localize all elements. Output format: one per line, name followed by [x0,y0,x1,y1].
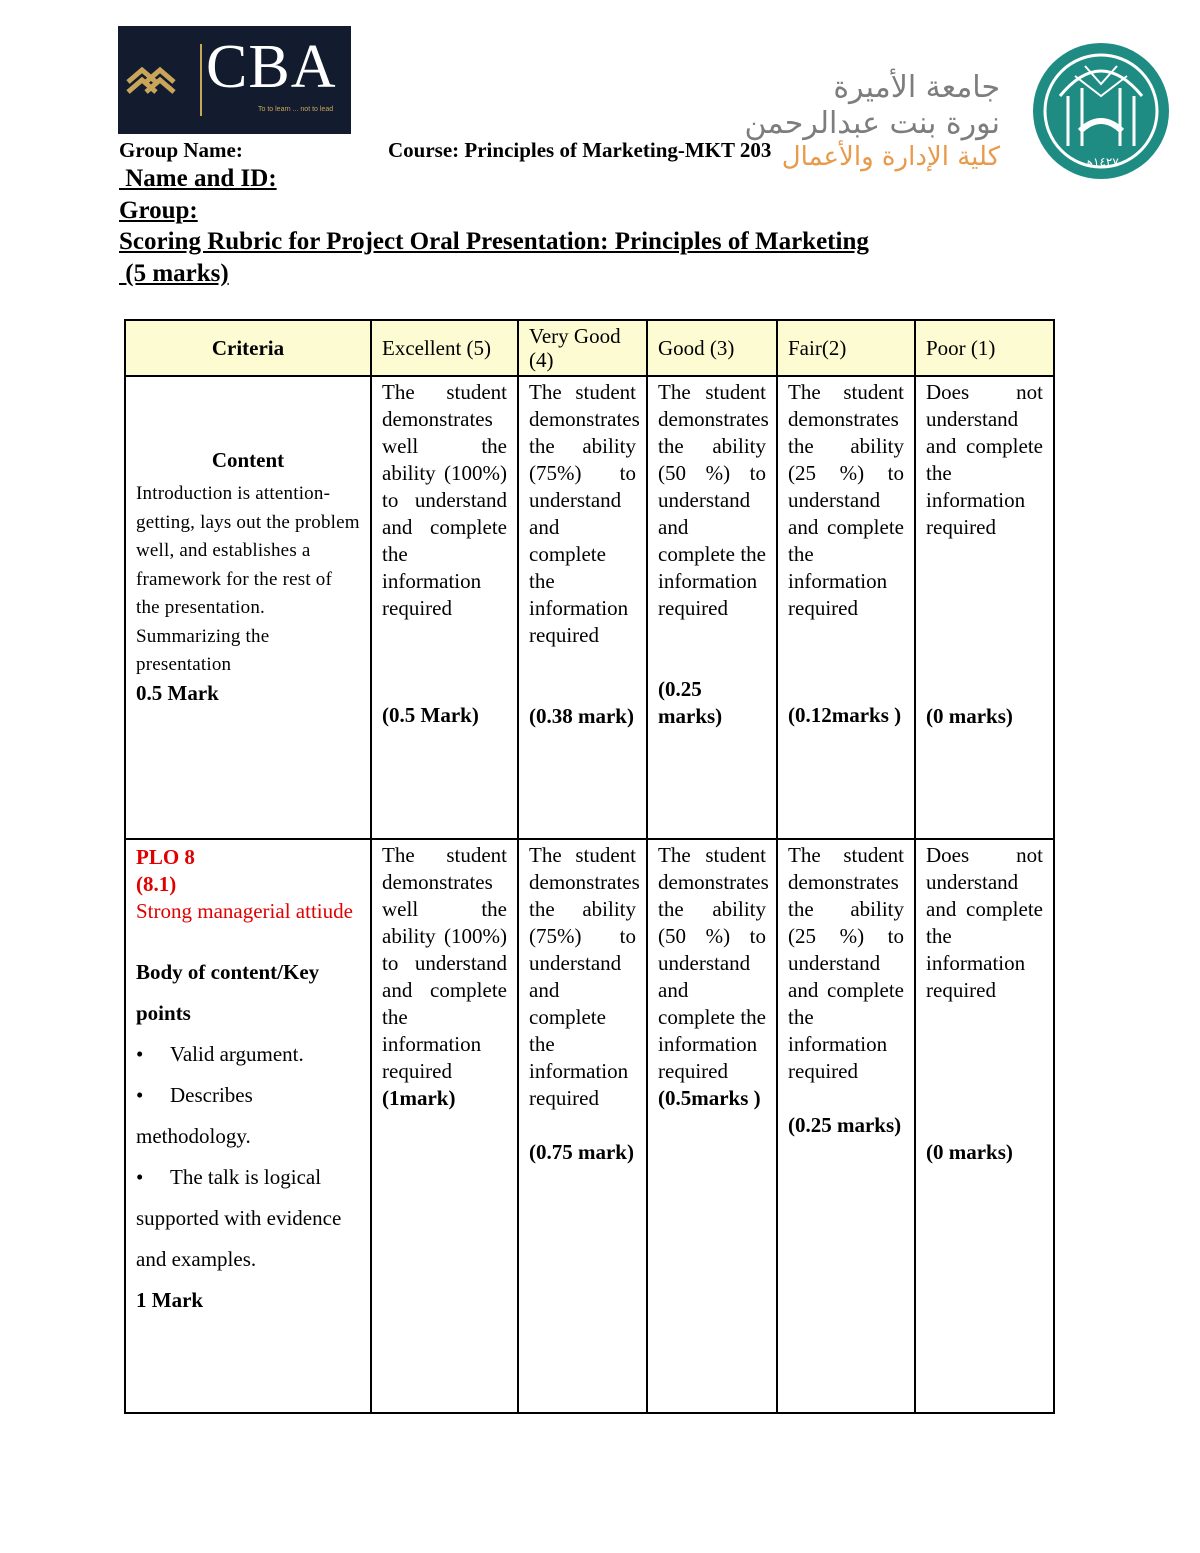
criteria-cell-content [125,376,371,839]
criteria-mark: 0.5 Mark [136,680,219,705]
seal-year: ١٤٢٧هـ [1083,155,1119,169]
total-marks: (5 marks) [119,260,229,287]
poor-mark: (0 marks) [926,1140,1013,1164]
university-name-line2: نورة بنت عبدالرحمن [744,106,1000,141]
criteria-bullet-list [136,1034,360,1280]
excellent-cell [371,839,518,1413]
very-good-mark: (0.38 mark) [529,704,634,728]
table-row [125,839,1054,1413]
course-label: Course: Principles of Marketing-MKT 203 [388,138,772,162]
plo-description: Strong managerial attiude [136,899,353,923]
name-id-label: Name and ID: [119,165,277,192]
good-description: The student demonstrates the ability (50 %) to understand and complete the information required [658,843,769,1083]
poor-mark: (0 marks) [926,704,1013,728]
fair-description: The student demonstrates the ability (25 %) to understand and complete the information required [788,843,904,1083]
criteria-title: Body of content/Key points [136,960,320,1025]
fair-cell [777,839,915,1413]
good-mark: (0.5marks ) [658,1086,761,1110]
fair-mark: (0.12marks ) [788,703,902,727]
poor-cell [915,376,1054,839]
poor-description: Does not understand and complete the information required [926,843,1043,1002]
criteria-mark: 1 Mark [136,1288,204,1312]
column-header-fair: Fair(2) [777,320,915,376]
list-item: • The talk is logical supported with evidence and examples. [136,1165,342,1271]
university-seal-icon [1030,36,1172,186]
table-header-row [125,320,1054,376]
very-good-description: The student demonstrates the ability (75%) to understand and complete the information required [529,380,640,647]
very-good-cell [518,839,647,1413]
good-mark: (0.25 marks) [658,677,723,728]
excellent-mark: (0.5 Mark) [382,703,479,727]
fair-cell [777,376,915,839]
criteria-description: Introduction is attention-getting, lays out the problem well, and establishes a framework for the rest of the presentation. Summarizing the presentation [136,483,360,675]
table-row [125,376,1054,839]
logo-divider [200,44,202,116]
excellent-cell [371,376,518,839]
chevron-logo-icon [124,56,194,96]
cba-logo [118,26,351,134]
excellent-description: The student demonstrates well the ability (100%) to understand and complete the information required [382,843,507,1083]
fair-mark: (0.25 marks) [788,1113,902,1137]
very-good-cell [518,376,647,839]
list-item: • Describes methodology. [136,1083,253,1148]
good-cell [647,376,777,839]
college-name: كلية الإدارة والأعمال [781,142,1000,172]
column-header-excellent: Excellent (5) [371,320,518,376]
rubric-title: Scoring Rubric for Project Oral Presentation: Principles of Marketing [119,228,869,255]
poor-cell [915,839,1054,1413]
very-good-mark: (0.75 mark) [529,1140,634,1164]
good-description: The student demonstrates the ability (50 %) to understand and complete the information required [658,380,769,620]
excellent-mark: (1mark) [382,1086,456,1110]
plo-code: (8.1) [136,872,177,896]
group-label: Group: [119,197,198,224]
column-header-criteria: Criteria [125,320,371,376]
column-header-poor: Poor (1) [915,320,1054,376]
cba-wordmark: CBA [206,33,337,101]
university-name [745,70,1000,173]
good-cell [647,839,777,1413]
cba-tagline: To to learn ... not to lead [258,106,334,113]
criteria-cell-body [125,839,371,1413]
poor-description: Does not understand and complete the information required [926,380,1043,539]
list-item: • Valid argument. [136,1042,304,1066]
plo-label: PLO 8 [136,845,195,869]
very-good-description: The student demonstrates the ability (75%) to understand and complete the information required [529,843,640,1110]
column-header-very-good: Very Good (4) [518,320,647,376]
excellent-description: The student demonstrates well the ability (100%) to understand and complete the information required [382,380,507,620]
group-name-label: Group Name: [119,138,243,162]
fair-description: The student demonstrates the ability (25 %) to understand and complete the information required [788,380,904,620]
criteria-title: Content [211,448,285,472]
rubric-table [124,319,1055,1414]
column-header-good: Good (3) [647,320,777,376]
university-name-line1: جامعة الأميرة [833,70,1000,105]
